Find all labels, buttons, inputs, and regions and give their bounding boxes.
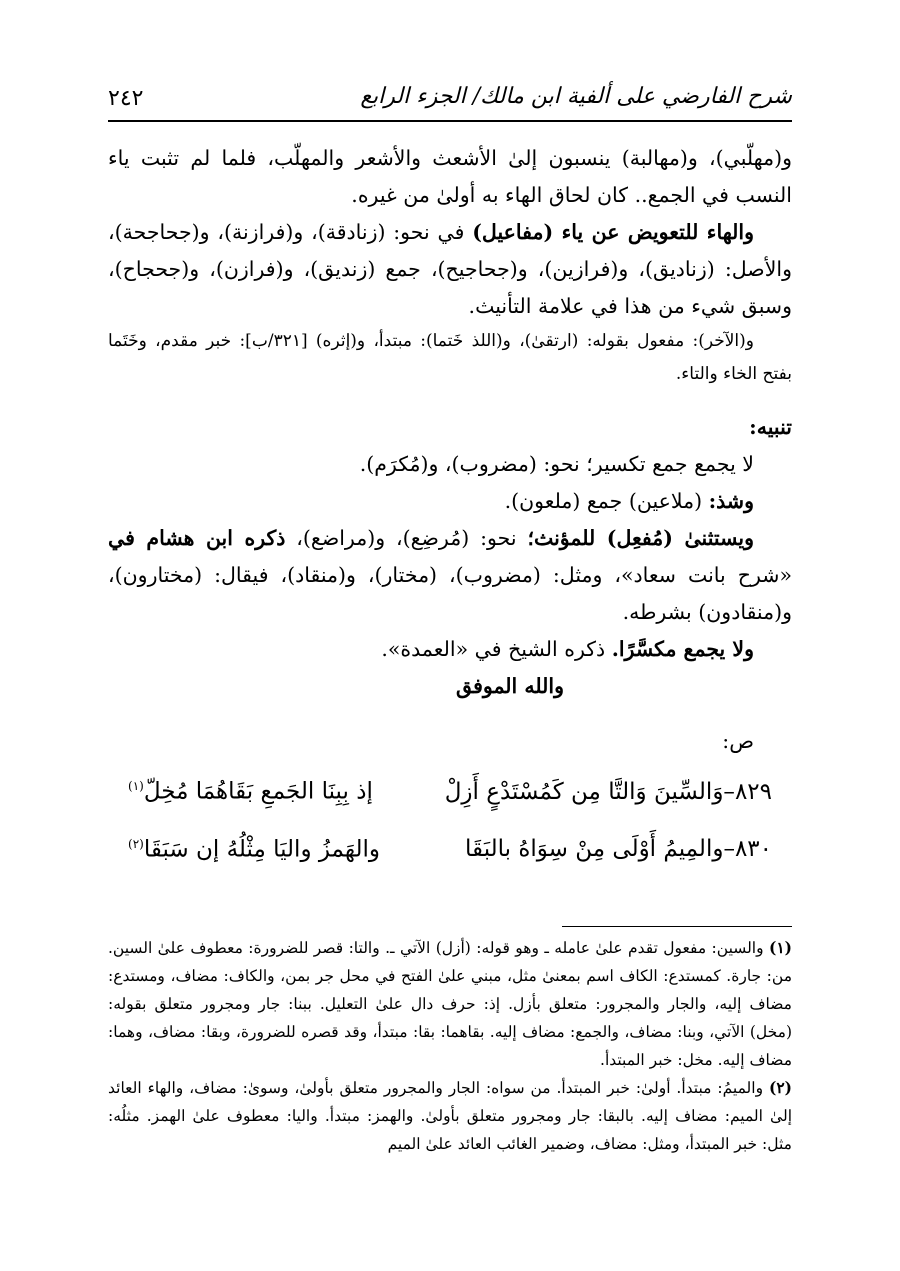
- verse-830-second-hemistich: [128, 818, 380, 876]
- paragraph-1: و(مهلّبي)، و(مهالبة) ينسبون إلىٰ الأشعث والأشعر والمهلّب، فلما لم تثبت ياء النسب في الجمع.. كان لحاق الهاء به أولىٰ من غيره.: [108, 146, 792, 207]
- paragraph-2-bold: والهاء للتعويض عن ياء (مفاعيل): [472, 220, 754, 244]
- sad-marker: ص:: [722, 729, 754, 753]
- footnote-1-text: والسين: مفعول تقدم علىٰ عامله ـ وهو قوله: (أزل) الآتي ـ. والتا: قصر للضرورة: معطوف علىٰ السين. من: جارة. كمستدع: الكاف اسم بمعنىٰ مثل، مبني علىٰ الفتح في محل جر بمن، والكاف: مضاف، ومستدع: مضاف إليه، والجار والمجرور: متعلق بأزل. إذ: حرف دال علىٰ التعليل. ببنا: جار ومجرور متعلق بقوله: (مخل) الآتي، وبنا: مضاف، والجمع: مضاف إليه. بقاهما: بقا: مبتدأ، وقد قصره للضرورة، وبقا: مضاف، وهما: مضاف إليه. مخل: خبر المبتدأ.: [108, 939, 792, 1069]
- verse-830: [108, 818, 792, 876]
- running-title: شرح الفارضي على ألفية ابن مالك/ الجزء الرابع: [360, 84, 792, 109]
- footnote-1: [108, 934, 792, 1074]
- tanbih-line-4: [108, 631, 792, 668]
- page-number: ٢٤٢: [108, 86, 144, 111]
- footnote-divider: [562, 926, 792, 927]
- footnote-ref-1: (١): [128, 779, 144, 793]
- closing-phrase: والله الموفق: [455, 674, 565, 698]
- footnote-1-number: (١): [768, 938, 792, 957]
- verse-830-first-hemistich: ٨٣٠–والمِيمُ أَوْلَى مِنْ سِوَاهُ بالبَقَا: [465, 836, 772, 863]
- tanbih-line-3: [108, 520, 792, 631]
- footnote-2-number: (٢): [768, 1078, 792, 1097]
- verse-830-second-text: والهَمزُ واليَا مِثْلُهُ إن سَبَقَا: [143, 836, 380, 863]
- paragraph-3-commentary: و(الآخر): مفعول بقوله: (ارتقىٰ)، و(اللذ خَتما): مبتدأ، و(إثره) [٣٢١/ب]: خبر مقدم، وخَتَما بفتح الخاء والتاء.: [108, 331, 792, 384]
- verse-829-second-hemistich: [128, 760, 373, 818]
- tanbih-line-3-bold: ويستثنىٰ (مُفعِل) للمؤنث؛: [527, 526, 755, 550]
- tanbih-line-2: [108, 483, 792, 520]
- verse-829-second-text: إذ بِبِنَا الجَمعِ بَقَاهُمَا مُخِلّ: [143, 778, 373, 805]
- tanbih-line-1: لا يجمع جمع تكسير؛ نحو: (مضروب)، و(مُكرَم).: [359, 452, 754, 476]
- tanbih-line-3-rest: «شرح بانت سعاد»، ومثل: (مضروب)، (مختار)، و(منقاد)، فيقال: (مختارون)، و(منقادون) بشرطه.: [108, 563, 792, 624]
- page-header: [108, 80, 792, 122]
- footnotes: [108, 934, 792, 1158]
- paragraph-2: [108, 214, 792, 325]
- footnote-2: [108, 1074, 792, 1158]
- paragraph-2-rest: في نحو: (زنادقة)، و(فرازنة)، و(جحاجحة)، والأصل: (زناديق)، و(فرازين)، و(جحاجيح)، جمع (زنديق)، و(فرازن)، و(جحجاح)، وسبق شيء من هذا في علامة التأنيث.: [108, 220, 792, 318]
- tanbih-heading: تنبيه:: [749, 415, 792, 439]
- tanbih-line-3-mid: نحو: (مُرضِع)، و(مراضع)،: [285, 526, 528, 550]
- verse-829-first-hemistich: ٨٢٩–وَالسِّينَ وَالتَّا مِن كَمُسْتَدْعٍ أَزِلْ: [444, 778, 772, 805]
- footnote-2-text: والميمُ: مبتدأ. أولىٰ: خبر المبتدأ. من سواه: الجار والمجرور متعلق بأولىٰ، وسوىٰ: مضاف، والهاء العائد إلىٰ الميم: مضاف إليه. بالبقا: جار ومجرور متعلق بأولىٰ. والهمز: مبتدأ. واليا: معطوف علىٰ الهمز. مثلُه: مثل: خبر المبتدأ، ومثل: مضاف، وضمير الغائب العائد علىٰ الميم: [108, 1079, 792, 1153]
- tanbih-line-2-rest: (ملاعين) جمع (ملعون).: [504, 489, 709, 513]
- verse-829: [108, 760, 792, 818]
- tanbih-line-2-bold: وشذ:: [708, 489, 754, 513]
- tanbih-line-4-rest: ذكره الشيخ في «العمدة».: [381, 637, 612, 661]
- footnote-ref-2: (٢): [128, 836, 144, 851]
- main-text: [108, 140, 792, 875]
- tanbih-line-3-bold2: ذكره ابن هشام في: [108, 526, 286, 550]
- tanbih-line-4-bold: ولا يجمع مكسَّرًا.: [611, 637, 754, 661]
